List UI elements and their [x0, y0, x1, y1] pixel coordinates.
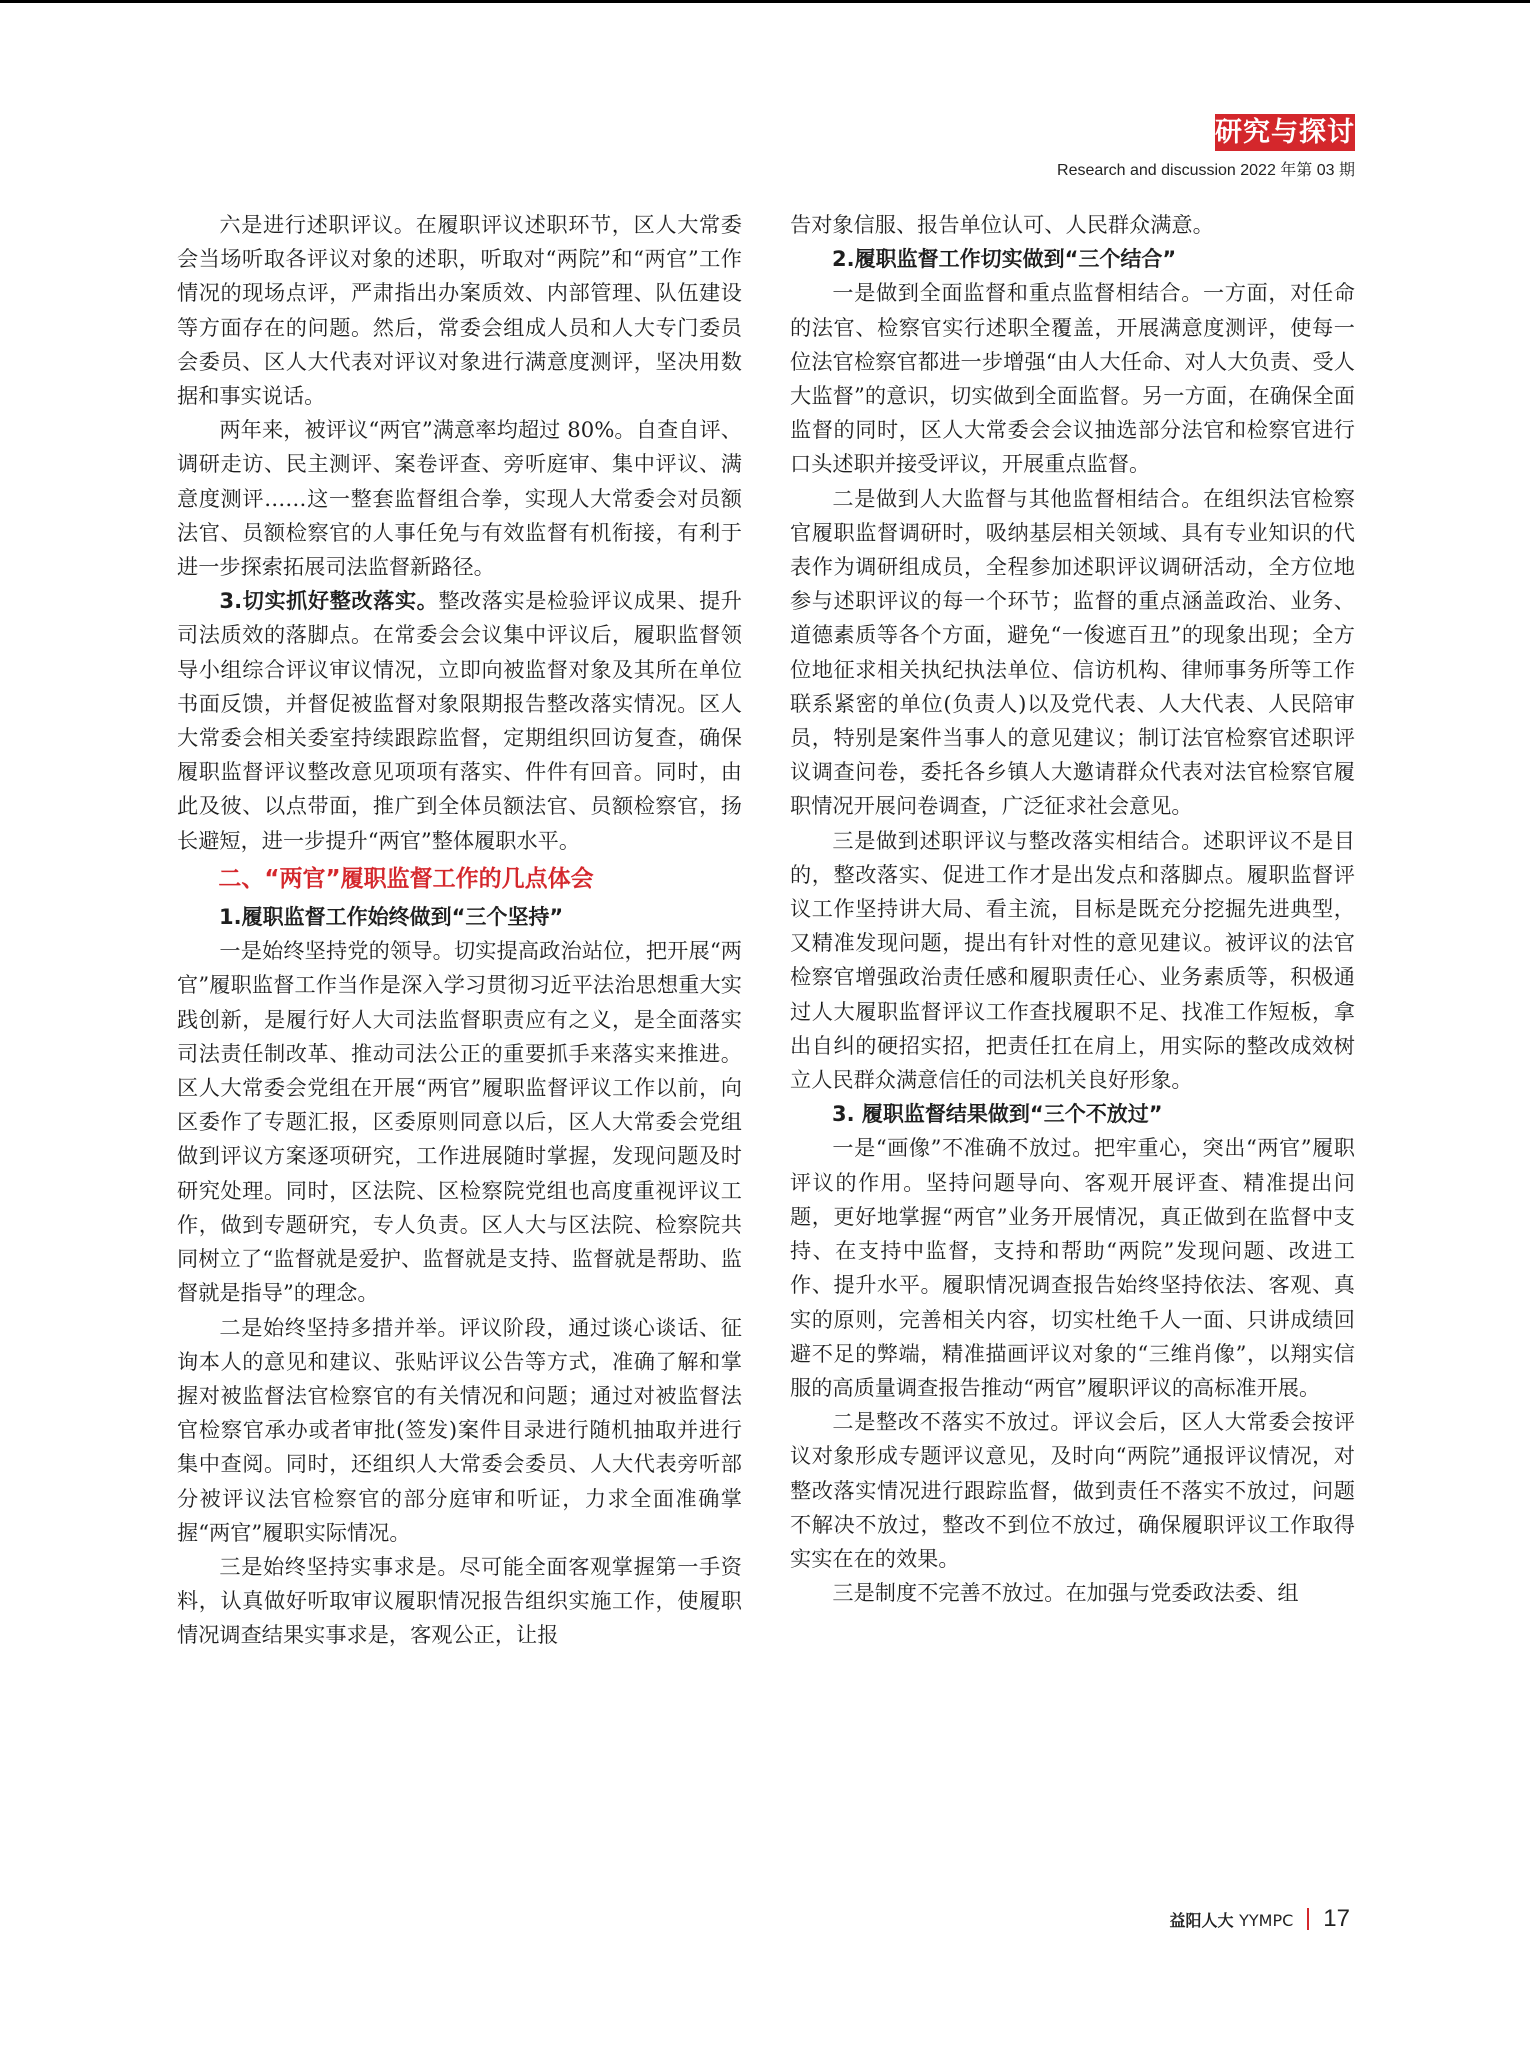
- subsection-heading: 2.履职监督工作切实做到“三个结合”: [832, 247, 1177, 272]
- paragraph-lead: 3.切实抓好整改落实。: [219, 588, 439, 614]
- paragraph: 两年来，被评议“两官”满意率均超过 80%。自查自评、调研走访、民主测评、案卷评查、旁听庭审、集中评议、满意度测评……这一整套监督组合拳，实现人大常委会对员额法官、员额检察官的人事任免与有效监督有机衔接，有利于进一步探索拓展司法监督新路径。: [177, 417, 742, 580]
- paragraph: 一是做到全面监督和重点监督相结合。一方面，对任命的法官、检察官实行述职全覆盖，开展满意度测评，使每一位法官检察官都进一步增强“由人大任命、对人大负责、受人大监督”的意识，切实做到全面监督。另一方面，在确保全面监督的同时，区人大常委会会议抽选部分法官和检察官进行口头述职并接受评议，开展重点监督。: [790, 280, 1355, 477]
- top-rule: [0, 0, 1530, 3]
- section-heading: 二、“两官”履职监督工作的几点体会: [218, 865, 594, 892]
- paragraph: 二是做到人大监督与其他监督相结合。在组织法官检察官履职监督调研时，吸纳基层相关领域、具有专业知识的代表作为调研组成员，全程参加述职评议调研活动，全方位地参与述职评议的每一个环节；监督的重点涵盖政治、业务、道德素质等各个方面，避免“一俊遮百丑”的现象出现；全方位地征求相关执纪执法单位、信访机构、律师事务所等工作联系紧密的单位(负责人)以及党代表、人大代表、人民陪审员，特别是案件当事人的意见建议；制订法官检察官述职评议调查问卷，委托各乡镇人大邀请群众代表对法官检察官履职情况开展问卷调查，广泛征求社会意见。: [790, 485, 1355, 819]
- footer-brand: [1170, 1908, 1294, 1931]
- paragraph: 三是制度不完善不放过。在加强与党委政法委、组: [832, 1580, 1299, 1606]
- paragraph: 一是始终坚持党的领导。切实提高政治站位，把开展“两官”履职监督工作当作是深入学习贯彻习近平法治思想重大实践创新，是履行好人大司法监督职责应有之义，是全面落实司法责任制改革、推动司法公正的重要抓手来落实来推进。区人大常委会党组在开展“两官”履职监督评议工作以前，向区委作了专题汇报，区委原则同意以后，区人大常委会党组做到评议方案逐项研究，工作进展随时掌握，发现问题及时研究处理。同时，区法院、区检察院党组也高度重视评议工作，做到专题研究，专人负责。区人大与区法院、检察院共同树立了“监督就是爱护、监督就是支持、监督就是帮助、监督就是指导”的理念。: [177, 938, 742, 1306]
- paragraph-body: 整改落实是检验评议成果、提升司法质效的落脚点。在常委会会议集中评议后，履职监督领导小组综合评议审议情况，立即向被监督对象及其所在单位书面反馈，并督促被监督对象限期报告整改落实情况。区人大常委会相关委室持续跟踪监督，定期组织回访复查，确保履职监督评议整改意见项项有落实、件件有回音。同时，由此及彼、以点带面，推广到全体员额法官、员额检察官，扬长避短，进一步提升“两官”整体履职水平。: [177, 588, 742, 853]
- paragraph: [177, 584, 742, 858]
- left-column: [177, 208, 742, 1653]
- paragraph-continued: 告对象信服、报告单位认可、人民群众满意。: [790, 212, 1214, 237]
- subsection-heading: 3. 履职监督结果做到“三个不放过”: [832, 1102, 1163, 1127]
- issue-line: Research and discussion 2022 年第 03 期: [1057, 162, 1355, 179]
- page-number: 17: [1323, 1905, 1350, 1932]
- right-column: [790, 208, 1355, 1610]
- footer-separator: [1307, 1908, 1309, 1930]
- footer-brand-cn: 益阳人大: [1169, 1910, 1234, 1930]
- paragraph: 一是“画像”不准确不放过。把牢重心，突出“两官”履职评议的作用。坚持问题导向、客观开展评查、精准提出问题，更好地掌握“两官”业务开展情况，真正做到在监督中支持、在支持中监督，支持和帮助“两院”发现问题、改进工作、提升水平。履职情况调查报告始终坚持依法、客观、真实的原则，完善相关内容，切实杜绝千人一面、只讲成绩回避不足的弊端，精准描画评议对象的“三维肖像”，以翔实信服的高质量调查报告推动“两官”履职评议的高标准开展。: [790, 1135, 1355, 1400]
- paragraph: 二是整改不落实不放过。评议会后，区人大常委会按评议对象形成专题评议意见，及时向“两院”通报评议情况，对整改落实情况进行跟踪监督，做到责任不落实不放过，问题不解决不放过，整改不到位不放过，确保履职评议工作取得实实在在的效果。: [790, 1409, 1355, 1571]
- subsection-heading: 1.履职监督工作始终做到“三个坚持”: [219, 905, 564, 930]
- footer-brand-en: YYMPC: [1239, 1910, 1294, 1930]
- page-footer: [1170, 1903, 1350, 1935]
- section-badge: 研究与探讨: [1215, 114, 1355, 151]
- paragraph: 三是做到述职评议与整改落实相结合。述职评议不是目的，整改落实、促进工作才是出发点和落脚点。履职监督评议工作坚持讲大局、看主流，目标是既充分挖掘先进典型，又精准发现问题，提出有针对性的意见建议。被评议的法官检察官增强政治责任感和履职责任心、业务素质等，积极通过人大履职监督评议工作查找履职不足、找准工作短板，拿出自纠的硬招实招，把责任扛在肩上，用实际的整改成效树立人民群众满意信任的司法机关良好形象。: [790, 827, 1355, 1093]
- paragraph: 六是进行述职评议。在履职评议述职环节，区人大常委会当场听取各评议对象的述职，听取对“两院”和“两官”工作情况的现场点评，严肃指出办案质效、内部管理、队伍建设等方面存在的问题。然后，常委会组成人员和人大专门委员会委员、区人大代表对评议对象进行满意度测评，坚决用数据和事实说话。: [177, 212, 742, 409]
- paragraph: 二是始终坚持多措并举。评议阶段，通过谈心谈话、征询本人的意见和建议、张贴评议公告等方式，准确了解和掌握对被监督法官检察官的有关情况和问题；通过对被监督法官检察官承办或者审批(签发)案件目录进行随机抽取并进行集中查阅。同时，还组织人大常委会委员、人大代表旁听部分被评议法官检察官的部分庭审和听证，力求全面准确掌握“两官”履职实际情况。: [177, 1314, 742, 1545]
- paragraph: 三是始终坚持实事求是。尽可能全面客观掌握第一手资料，认真做好听取审议履职情况报告组织实施工作，使履职情况调查结果实事求是，客观公正，让报: [177, 1553, 742, 1648]
